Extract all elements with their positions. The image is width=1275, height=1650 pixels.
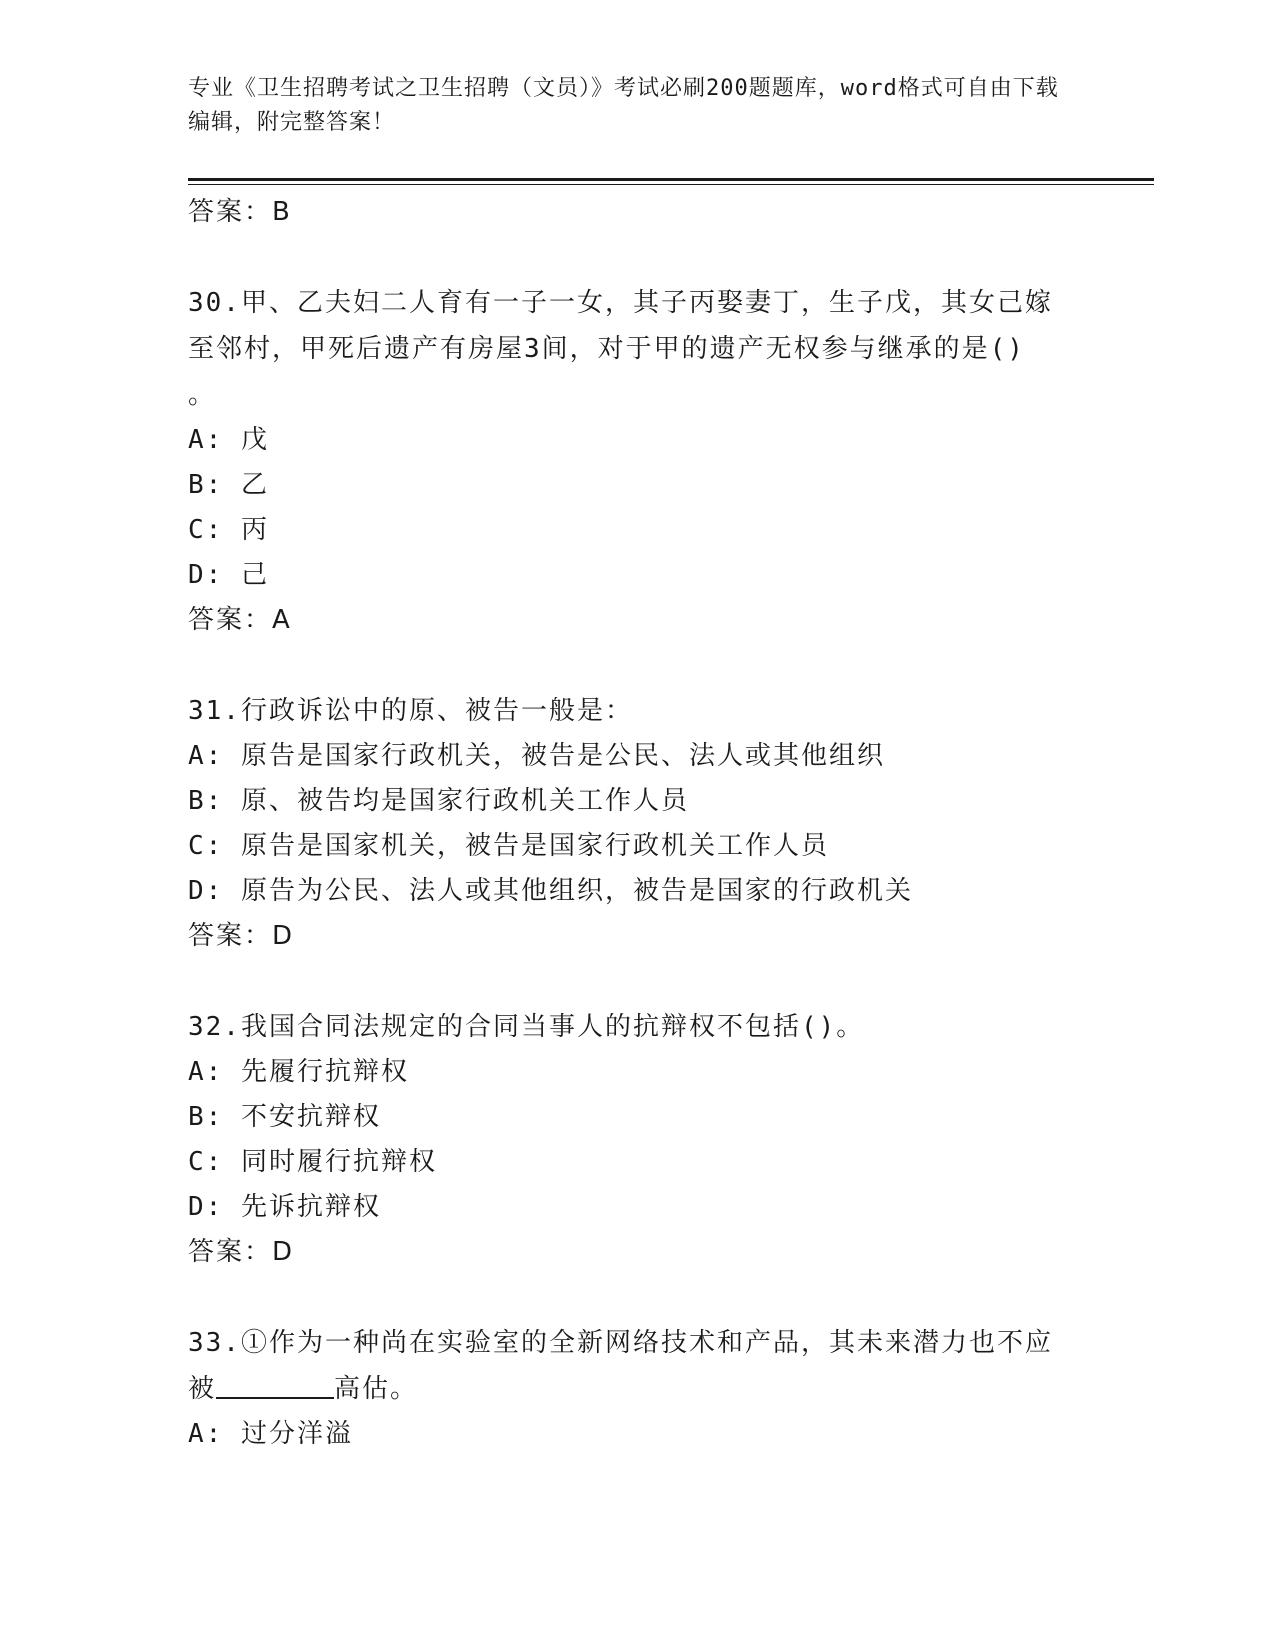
answer-prev: 答案：B bbox=[188, 197, 292, 227]
question-30-option-d: D: 己 bbox=[188, 560, 269, 590]
header-rule-thin bbox=[188, 184, 1154, 185]
question-30-stem-line-3: 。 bbox=[188, 380, 217, 410]
question-31-option-d: D: 原告为公民、法人或其他组织，被告是国家的行政机关 bbox=[188, 876, 913, 906]
question-32-answer: 答案：D bbox=[188, 1237, 295, 1267]
question-32-option-b: B: 不安抗辩权 bbox=[188, 1102, 381, 1132]
question-31-option-a: A: 原告是国家行政机关，被告是公民、法人或其他组织 bbox=[188, 741, 885, 771]
fill-in-blank bbox=[216, 1371, 334, 1399]
spacer bbox=[188, 958, 1068, 1004]
question-30-stem-line-2: 至邻村，甲死后遗产有房屋3间，对于甲的遗产无权参与继承的是() bbox=[188, 334, 1025, 364]
question-32-stem: 32.我国合同法规定的合同当事人的抗辩权不包括()。 bbox=[188, 1012, 865, 1042]
question-30-stem-line-1: 30.甲、乙夫妇二人育有一子一女，其子丙娶妻丁，生子戊，其女己嫁 bbox=[188, 288, 1053, 318]
question-31-option-c: C: 原告是国家机关，被告是国家行政机关工作人员 bbox=[188, 831, 829, 861]
question-33-stem-before-blank: 被 bbox=[188, 1374, 217, 1404]
question-33-option-a: A: 过分洋溢 bbox=[188, 1419, 353, 1449]
spacer bbox=[188, 642, 1068, 688]
header-rule-thick bbox=[188, 178, 1154, 181]
question-30-answer: 答案：A bbox=[188, 605, 292, 635]
question-33-stem-line-2 bbox=[188, 1366, 1068, 1412]
question-32-option-d: D: 先诉抗辩权 bbox=[188, 1192, 381, 1222]
question-31 bbox=[188, 688, 1068, 958]
question-31-option-b: B: 原、被告均是国家行政机关工作人员 bbox=[188, 786, 689, 816]
question-32-option-c: C: 同时履行抗辩权 bbox=[188, 1147, 437, 1177]
question-33-stem-after-blank: 高估。 bbox=[334, 1374, 419, 1404]
page-header: 专业《卫生招聘考试之卫生招聘（文员）》考试必刷200题题库，word格式可自由下载编辑，附完整答案！ bbox=[188, 76, 1059, 135]
question-content bbox=[188, 190, 1068, 1457]
question-33 bbox=[188, 1320, 1068, 1457]
spacer bbox=[188, 234, 1068, 280]
question-32-option-a: A: 先履行抗辩权 bbox=[188, 1057, 409, 1087]
question-30-option-a: A: 戊 bbox=[188, 425, 269, 455]
question-31-stem: 31.行政诉讼中的原、被告一般是： bbox=[188, 696, 633, 726]
spacer bbox=[188, 1274, 1068, 1320]
question-30 bbox=[188, 280, 1068, 642]
question-30-option-b: B: 乙 bbox=[188, 470, 269, 500]
question-30-option-c: C: 丙 bbox=[188, 515, 269, 545]
question-32 bbox=[188, 1004, 1068, 1274]
question-31-answer: 答案：D bbox=[188, 921, 295, 951]
question-33-stem-line-1: 33.①作为一种尚在实验室的全新网络技术和产品，其未来潜力也不应 bbox=[188, 1328, 1053, 1358]
